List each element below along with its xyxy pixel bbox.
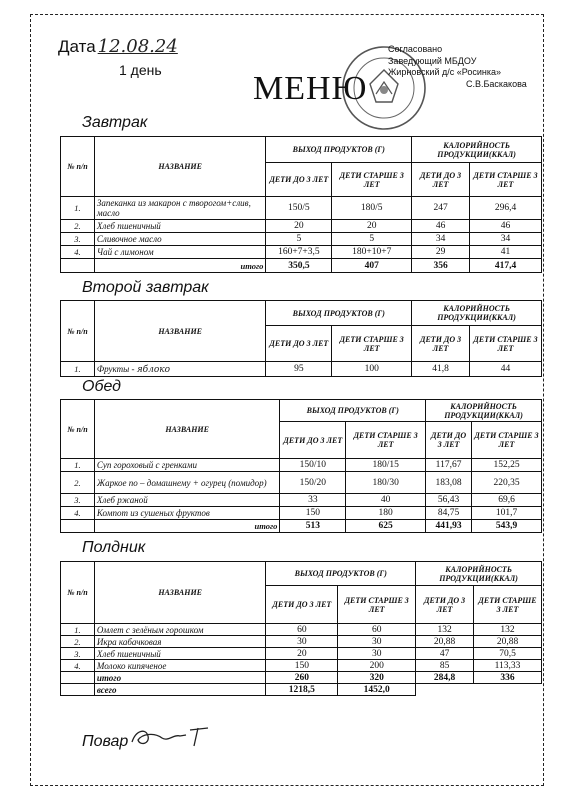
col-cal-over3: ДЕТИ СТАРШЕ 3 ЛЕТ xyxy=(470,326,542,362)
col-calories: КАЛОРИЙНОСТЬ ПРОДУКЦИИ(ККАЛ) xyxy=(412,137,542,163)
row-num: 4. xyxy=(61,507,95,520)
grand-out-over3: 1452,0 xyxy=(338,684,416,696)
row-name-label: Фрукты - xyxy=(96,363,135,374)
row-out-under3: 30 xyxy=(266,636,338,648)
col-cal-under3: ДЕТИ ДО 3 ЛЕТ xyxy=(412,163,470,197)
row-cal-under3: 84,75 xyxy=(426,507,472,520)
total-label: итого xyxy=(94,672,266,684)
row-num: 2. xyxy=(61,220,95,233)
table-row xyxy=(61,472,542,494)
row-out-under3: 160+7+3,5 xyxy=(266,246,332,259)
row-out-under3: 150/20 xyxy=(280,472,346,494)
second-breakfast-table xyxy=(60,300,542,377)
total-cal-over3: 543,9 xyxy=(472,520,542,533)
row-out-over3: 5 xyxy=(332,233,412,246)
row-out-under3: 60 xyxy=(266,624,338,636)
row-num: 1. xyxy=(61,197,95,220)
row-name: Омлет с зелёным горошком xyxy=(94,624,266,636)
date-value: 12.08.24 xyxy=(97,36,178,57)
breakfast-table xyxy=(60,136,542,273)
col-under3: ДЕТИ ДО 3 ЛЕТ xyxy=(266,326,332,362)
row-cal-under3: 41,8 xyxy=(412,362,470,377)
header-row xyxy=(61,301,542,326)
row-out-under3: 5 xyxy=(266,233,332,246)
table-row xyxy=(61,246,542,259)
col-under3: ДЕТИ ДО 3 ЛЕТ xyxy=(266,163,332,197)
total-row xyxy=(61,520,542,533)
row-out-under3: 20 xyxy=(266,648,338,660)
col-output: ВЫХОД ПРОДУКТОВ (Г) xyxy=(280,400,426,422)
date-label: Дата xyxy=(58,37,96,56)
total-out-over3: 320 xyxy=(338,672,416,684)
approval-line-2: Заведующий МБДОУ xyxy=(388,55,477,66)
col-over3: ДЕТИ СТАРШЕ 3 ЛЕТ xyxy=(346,422,426,459)
approval-line-4: С.В.Баскакова xyxy=(466,78,527,89)
cook-signature xyxy=(128,722,218,752)
row-out-over3: 180/15 xyxy=(346,459,426,472)
row-out-over3: 60 xyxy=(338,624,416,636)
row-num: 1. xyxy=(61,624,95,636)
col-cal-under3: ДЕТИ ДО 3 ЛЕТ xyxy=(426,422,472,459)
col-output: ВЫХОД ПРОДУКТОВ (Г) xyxy=(266,301,412,326)
total-out-under3: 260 xyxy=(266,672,338,684)
lunch-table xyxy=(60,399,542,533)
col-name: НАЗВАНИЕ xyxy=(94,137,266,197)
snack-title: Полдник xyxy=(82,539,146,556)
col-name: НАЗВАНИЕ xyxy=(94,301,266,362)
row-cal-over3: 152,25 xyxy=(472,459,542,472)
row-cal-over3: 34 xyxy=(470,233,542,246)
row-name xyxy=(94,362,266,377)
total-label: итого xyxy=(94,259,266,273)
total-cal-under3: 284,8 xyxy=(416,672,474,684)
row-num: 1. xyxy=(61,362,95,377)
row-out-under3: 150/10 xyxy=(280,459,346,472)
row-num: 4. xyxy=(61,246,95,259)
row-cal-over3: 41 xyxy=(470,246,542,259)
row-out-under3: 150/5 xyxy=(266,197,332,220)
total-cal-under3: 356 xyxy=(412,259,470,273)
total-out-over3: 625 xyxy=(346,520,426,533)
col-over3: ДЕТИ СТАРШЕ 3 ЛЕТ xyxy=(332,326,412,362)
row-cal-under3: 117,67 xyxy=(426,459,472,472)
table-row xyxy=(61,362,542,377)
lunch-title: Обед xyxy=(82,378,122,395)
row-num: 2. xyxy=(61,472,95,494)
row-out-under3: 95 xyxy=(266,362,332,377)
row-name: Икра кабачковая xyxy=(94,636,266,648)
row-out-over3: 30 xyxy=(338,636,416,648)
col-cal-under3: ДЕТИ ДО 3 ЛЕТ xyxy=(412,326,470,362)
grand-total-label: всего xyxy=(94,684,266,696)
row-cal-under3: 85 xyxy=(416,660,474,672)
row-out-over3: 100 xyxy=(332,362,412,377)
table-row xyxy=(61,233,542,246)
total-row xyxy=(61,259,542,273)
approval-line-1: Согласовано xyxy=(388,44,443,54)
header-row xyxy=(61,400,542,422)
total-label: итого xyxy=(94,520,279,533)
table-row xyxy=(61,494,542,507)
col-output: ВЫХОД ПРОДУКТОВ (Г) xyxy=(266,137,412,163)
row-name: Хлеб ржаной xyxy=(94,494,279,507)
day-label: 1 день xyxy=(119,62,162,78)
total-out-over3: 407 xyxy=(332,259,412,273)
row-name: Жаркое по – домашнему + огурец (помидор) xyxy=(94,472,279,494)
col-output: ВЫХОД ПРОДУКТОВ (Г) xyxy=(266,562,416,586)
row-num: 3. xyxy=(61,233,95,246)
row-cal-over3: 113,33 xyxy=(474,660,542,672)
date-line xyxy=(58,36,178,57)
total-cal-under3: 441,93 xyxy=(426,520,472,533)
row-cal-under3: 132 xyxy=(416,624,474,636)
table-row xyxy=(61,197,542,220)
row-num: 3. xyxy=(61,648,95,660)
row-name: Хлеб пшеничный xyxy=(94,648,266,660)
table-row xyxy=(61,624,542,636)
col-num: № п/п xyxy=(61,137,95,197)
row-out-over3: 180+10+7 xyxy=(332,246,412,259)
row-name: Суп гороховый с гренками xyxy=(94,459,279,472)
second-breakfast-title: Второй завтрак xyxy=(82,279,209,296)
grand-out-under3: 1218,5 xyxy=(266,684,338,696)
row-out-under3: 150 xyxy=(280,507,346,520)
total-cal-over3: 417,4 xyxy=(470,259,542,273)
row-out-under3: 33 xyxy=(280,494,346,507)
total-out-under3: 513 xyxy=(280,520,346,533)
row-out-under3: 150 xyxy=(266,660,338,672)
breakfast-title: Завтрак xyxy=(82,114,148,131)
row-name: Хлеб пшеничный xyxy=(94,220,266,233)
row-out-over3: 180/30 xyxy=(346,472,426,494)
row-name: Чай с лимоном xyxy=(94,246,266,259)
row-cal-under3: 47 xyxy=(416,648,474,660)
row-num: 4. xyxy=(61,660,95,672)
row-out-over3: 30 xyxy=(338,648,416,660)
row-num: 1. xyxy=(61,459,95,472)
total-out-under3: 350,5 xyxy=(266,259,332,273)
col-num: № п/п xyxy=(61,400,95,459)
col-num: № п/п xyxy=(61,562,95,624)
row-out-under3: 20 xyxy=(266,220,332,233)
row-out-over3: 20 xyxy=(332,220,412,233)
row-cal-under3: 46 xyxy=(412,220,470,233)
row-name: Запеканка из макарон с творогом+слив, масло xyxy=(94,197,266,220)
row-cal-under3: 247 xyxy=(412,197,470,220)
col-cal-over3: ДЕТИ СТАРШЕ 3 ЛЕТ xyxy=(470,163,542,197)
approval-block xyxy=(388,44,558,90)
col-calories: КАЛОРИЙНОСТЬ ПРОДУКЦИИ(ККАЛ) xyxy=(426,400,542,422)
col-name: НАЗВАНИЕ xyxy=(94,400,279,459)
row-cal-over3: 70,5 xyxy=(474,648,542,660)
col-num: № п/п xyxy=(61,301,95,362)
snack-table xyxy=(60,561,542,696)
total-cal-over3: 336 xyxy=(474,672,542,684)
row-num: 3. xyxy=(61,494,95,507)
header-row xyxy=(61,137,542,163)
total-row xyxy=(61,672,542,684)
table-row xyxy=(61,507,542,520)
header-row xyxy=(61,562,542,586)
handwritten-fruit: яблоко xyxy=(136,364,171,375)
cook-label: Повар xyxy=(82,733,129,750)
row-cal-over3: 20,88 xyxy=(474,636,542,648)
table-row xyxy=(61,660,542,672)
row-num: 2. xyxy=(61,636,95,648)
table-row xyxy=(61,648,542,660)
row-cal-over3: 69,6 xyxy=(472,494,542,507)
col-cal-over3: ДЕТИ СТАРШЕ 3 ЛЕТ xyxy=(474,586,542,624)
col-over3: ДЕТИ СТАРШЕ 3 ЛЕТ xyxy=(332,163,412,197)
row-out-over3: 180 xyxy=(346,507,426,520)
row-name: Сливочное масло xyxy=(94,233,266,246)
row-out-over3: 200 xyxy=(338,660,416,672)
table-row xyxy=(61,220,542,233)
row-cal-over3: 101,7 xyxy=(472,507,542,520)
col-under3: ДЕТИ ДО 3 ЛЕТ xyxy=(280,422,346,459)
row-cal-under3: 29 xyxy=(412,246,470,259)
row-cal-over3: 132 xyxy=(474,624,542,636)
row-name: Компот из сушеных фруктов xyxy=(94,507,279,520)
row-cal-under3: 20,88 xyxy=(416,636,474,648)
row-cal-under3: 34 xyxy=(412,233,470,246)
grand-total-row xyxy=(61,684,542,696)
col-cal-over3: ДЕТИ СТАРШЕ 3 ЛЕТ xyxy=(472,422,542,459)
row-cal-under3: 183,08 xyxy=(426,472,472,494)
row-out-over3: 40 xyxy=(346,494,426,507)
row-out-over3: 180/5 xyxy=(332,197,412,220)
table-row xyxy=(61,459,542,472)
row-cal-over3: 296,4 xyxy=(470,197,542,220)
row-cal-over3: 46 xyxy=(470,220,542,233)
col-under3: ДЕТИ ДО 3 ЛЕТ xyxy=(266,586,338,624)
col-cal-under3: ДЕТИ ДО 3 ЛЕТ xyxy=(416,586,474,624)
col-over3: ДЕТИ СТАРШЕ 3 ЛЕТ xyxy=(338,586,416,624)
col-calories: КАЛОРИЙНОСТЬ ПРОДУКЦИИ(ККАЛ) xyxy=(412,301,542,326)
col-calories: КАЛОРИЙНОСТЬ ПРОДУКЦИИ(ККАЛ) xyxy=(416,562,542,586)
row-cal-under3: 56,43 xyxy=(426,494,472,507)
row-cal-over3: 44 xyxy=(470,362,542,377)
approval-line-3: Жирновский д/с «Росинка» xyxy=(388,67,502,77)
row-name: Молоко кипяченое xyxy=(94,660,266,672)
menu-title: МЕНЮ xyxy=(253,70,368,107)
table-row xyxy=(61,636,542,648)
row-cal-over3: 220,35 xyxy=(472,472,542,494)
col-name: НАЗВАНИЕ xyxy=(94,562,266,624)
